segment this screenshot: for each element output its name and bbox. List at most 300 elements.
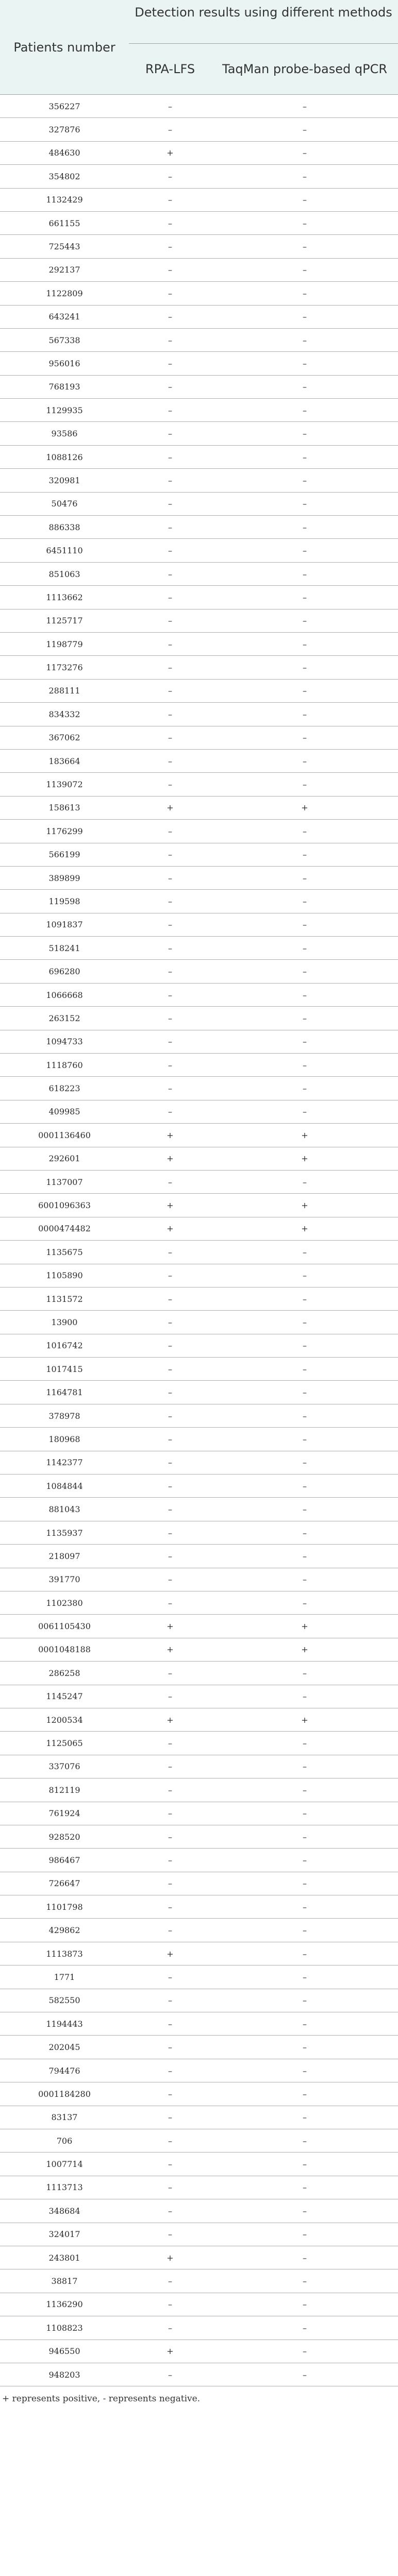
rpa-lfs-result-cell: – <box>129 539 211 562</box>
rpa-lfs-result-cell: – <box>129 1895 211 1919</box>
table-row <box>0 1475 398 1498</box>
table-row <box>0 141 398 164</box>
table-row <box>0 1007 398 1030</box>
table-row <box>0 539 398 562</box>
table-row <box>0 1170 398 1193</box>
rpa-lfs-result-cell: – <box>129 679 211 702</box>
patient-number-cell: 643241 <box>0 305 129 328</box>
table-row <box>0 2129 398 2152</box>
patient-number-cell: 6001096363 <box>0 1194 129 1217</box>
patient-number-cell: 0001048188 <box>0 1638 129 1661</box>
patient-number-cell: 794476 <box>0 2059 129 2082</box>
patient-number-cell: 389899 <box>0 866 129 889</box>
patient-number-cell: 409985 <box>0 1100 129 1123</box>
patient-number-cell: 6451110 <box>0 539 129 562</box>
qpcr-result-cell: – <box>211 1241 398 1264</box>
table-row <box>0 1615 398 1638</box>
patient-number-cell: 761924 <box>0 1802 129 1825</box>
rpa-lfs-result-cell: – <box>129 1802 211 1825</box>
qpcr-result-cell: – <box>211 2363 398 2386</box>
qpcr-result-cell: – <box>211 282 398 305</box>
table-row <box>0 516 398 539</box>
table-row <box>0 2176 398 2199</box>
qpcr-result-cell: – <box>211 2199 398 2223</box>
table-footnote: + represents positive, - represents negative. <box>2 2394 201 2404</box>
qpcr-result-cell: + <box>211 1708 398 1731</box>
patient-number-cell: 948203 <box>0 2363 129 2386</box>
patient-number-cell: 1017415 <box>0 1358 129 1381</box>
qpcr-result-cell: – <box>211 749 398 772</box>
qpcr-result-cell: – <box>211 2153 398 2176</box>
table-row <box>0 1942 398 1965</box>
qpcr-result-cell: – <box>211 399 398 422</box>
qpcr-result-cell: – <box>211 516 398 539</box>
qpcr-result-cell: – <box>211 2082 398 2106</box>
table-row <box>0 1521 398 1544</box>
patient-number-cell: 618223 <box>0 1077 129 1100</box>
qpcr-result-cell: – <box>211 2106 398 2129</box>
qpcr-result-cell: + <box>211 796 398 819</box>
qpcr-result-cell: – <box>211 1077 398 1100</box>
rpa-lfs-result-cell: – <box>129 820 211 843</box>
rpa-lfs-result-cell: – <box>129 352 211 375</box>
patient-number-cell: 348684 <box>0 2199 129 2223</box>
rpa-lfs-result-cell: – <box>129 1077 211 1100</box>
rpa-lfs-result-cell: – <box>129 1568 211 1591</box>
qpcr-result-cell: – <box>211 1358 398 1381</box>
patient-number-cell: 356227 <box>0 95 129 118</box>
table-row <box>0 1755 398 1778</box>
qpcr-result-cell: – <box>211 1802 398 1825</box>
rpa-lfs-header: RPA-LFS <box>129 44 211 95</box>
qpcr-result-cell: – <box>211 1591 398 1615</box>
rpa-lfs-result-cell: + <box>129 1217 211 1240</box>
qpcr-result-cell: – <box>211 1030 398 1053</box>
table-row <box>0 375 398 398</box>
patient-number-cell: 1129935 <box>0 399 129 422</box>
table-row <box>0 399 398 422</box>
patient-number-cell: 1137007 <box>0 1170 129 1193</box>
qpcr-result-cell: – <box>211 703 398 726</box>
rpa-lfs-result-cell: – <box>129 1755 211 1778</box>
qpcr-result-cell: – <box>211 1007 398 1030</box>
detection-results-group-header: Detection results using different methods <box>129 0 398 44</box>
rpa-lfs-result-cell: – <box>129 866 211 889</box>
patient-number-cell: 50476 <box>0 492 129 515</box>
patient-number-cell: 243801 <box>0 2246 129 2269</box>
table-row <box>0 1100 398 1123</box>
qpcr-result-cell: – <box>211 1498 398 1521</box>
patient-number-cell: 320981 <box>0 469 129 492</box>
table-row <box>0 2082 398 2106</box>
rpa-lfs-result-cell: – <box>129 258 211 281</box>
table-row <box>0 1872 398 1895</box>
table-row <box>0 118 398 141</box>
patient-number-cell: 1145247 <box>0 1685 129 1708</box>
patient-number-cell: 768193 <box>0 375 129 398</box>
patient-number-cell: 1118760 <box>0 1054 129 1077</box>
table-row <box>0 1241 398 1264</box>
table-row <box>0 1591 398 1615</box>
rpa-lfs-result-cell: – <box>129 1545 211 1568</box>
rpa-lfs-result-cell: – <box>129 2036 211 2059</box>
rpa-lfs-result-cell: – <box>129 1591 211 1615</box>
qpcr-result-cell: – <box>211 1311 398 1334</box>
qpcr-result-cell: – <box>211 1287 398 1310</box>
qpcr-result-cell: – <box>211 1521 398 1544</box>
table-row <box>0 562 398 585</box>
table-row <box>0 609 398 632</box>
rpa-lfs-result-cell: – <box>129 1428 211 1451</box>
table-row <box>0 282 398 305</box>
table-row <box>0 1919 398 1942</box>
qpcr-result-cell: – <box>211 2269 398 2293</box>
patient-number-cell: 1132429 <box>0 188 129 211</box>
qpcr-result-cell: – <box>211 95 398 118</box>
patient-number-cell: 1164781 <box>0 1381 129 1404</box>
rpa-lfs-result-cell: – <box>129 2129 211 2152</box>
patient-number-cell: 851063 <box>0 562 129 585</box>
table-row <box>0 95 398 118</box>
table-row <box>0 165 398 188</box>
patient-number-cell: 288111 <box>0 679 129 702</box>
table-row <box>0 1217 398 1240</box>
qpcr-result-cell: – <box>211 305 398 328</box>
qpcr-result-cell: – <box>211 1264 398 1287</box>
rpa-lfs-result-cell: – <box>129 235 211 258</box>
rpa-lfs-result-cell: + <box>129 1147 211 1170</box>
qpcr-result-cell: – <box>211 1451 398 1474</box>
table-row <box>0 1802 398 1825</box>
patient-number-cell: 1135675 <box>0 1241 129 1264</box>
table-row <box>0 1381 398 1404</box>
table-row <box>0 1662 398 1685</box>
patient-number-cell: 38817 <box>0 2269 129 2293</box>
rpa-lfs-result-cell: – <box>129 1030 211 1053</box>
rpa-lfs-result-cell: – <box>129 609 211 632</box>
patient-number-cell: 1084844 <box>0 1475 129 1498</box>
qpcr-result-cell: – <box>211 1334 398 1357</box>
rpa-lfs-result-cell: – <box>129 492 211 515</box>
table-row <box>0 2363 398 2386</box>
rpa-lfs-result-cell: – <box>129 1732 211 1755</box>
qpcr-result-cell: – <box>211 235 398 258</box>
table-row <box>0 2316 398 2340</box>
table-row <box>0 1965 398 1989</box>
patient-number-cell: 484630 <box>0 141 129 164</box>
rpa-lfs-result-cell: – <box>129 1170 211 1193</box>
rpa-lfs-result-cell: – <box>129 375 211 398</box>
rpa-lfs-result-cell: – <box>129 95 211 118</box>
table-row <box>0 679 398 702</box>
table-row <box>0 2223 398 2246</box>
patient-number-cell: 0001184280 <box>0 2082 129 2106</box>
qpcr-result-cell: – <box>211 2012 398 2036</box>
table-row <box>0 703 398 726</box>
patient-number-cell: 1091837 <box>0 913 129 936</box>
table-row <box>0 1568 398 1591</box>
patient-number-cell: 1105890 <box>0 1264 129 1287</box>
qpcr-result-cell: + <box>211 1194 398 1217</box>
patient-number-cell: 1139072 <box>0 773 129 796</box>
qpcr-result-cell: – <box>211 492 398 515</box>
qpcr-result-cell: – <box>211 609 398 632</box>
rpa-lfs-result-cell: – <box>129 1685 211 1708</box>
patient-number-cell: 1125717 <box>0 609 129 632</box>
rpa-lfs-result-cell: – <box>129 656 211 679</box>
qpcr-result-cell: – <box>211 165 398 188</box>
qpcr-result-cell: – <box>211 1475 398 1498</box>
rpa-lfs-result-cell: – <box>129 1778 211 1802</box>
patient-number-cell: 354802 <box>0 165 129 188</box>
rpa-lfs-result-cell: – <box>129 1404 211 1427</box>
patient-number-cell: 327876 <box>0 118 129 141</box>
rpa-lfs-result-cell: – <box>129 1919 211 1942</box>
patient-number-cell: 696280 <box>0 960 129 983</box>
table-row <box>0 749 398 772</box>
table-row <box>0 211 398 234</box>
qpcr-result-cell: – <box>211 2293 398 2316</box>
patient-number-cell: 928520 <box>0 1825 129 1848</box>
table-row <box>0 656 398 679</box>
patient-number-cell: 1108823 <box>0 2316 129 2340</box>
qpcr-result-cell: – <box>211 773 398 796</box>
qpcr-result-cell: – <box>211 539 398 562</box>
rpa-lfs-result-cell: – <box>129 211 211 234</box>
qpcr-result-cell: + <box>211 1147 398 1170</box>
rpa-lfs-result-cell: – <box>129 282 211 305</box>
rpa-lfs-result-cell: – <box>129 632 211 655</box>
table-row <box>0 1030 398 1053</box>
table-row <box>0 1404 398 1427</box>
qpcr-result-cell: – <box>211 843 398 866</box>
qpcr-result-cell: – <box>211 352 398 375</box>
patient-number-cell: 429862 <box>0 1919 129 1942</box>
qpcr-result-cell: – <box>211 1662 398 1685</box>
table-row <box>0 1194 398 1217</box>
table-row <box>0 1849 398 1872</box>
rpa-lfs-result-cell: + <box>129 1194 211 1217</box>
table-row <box>0 188 398 211</box>
table-row <box>0 2106 398 2129</box>
rpa-lfs-result-cell: – <box>129 586 211 609</box>
patient-number-cell: 292137 <box>0 258 129 281</box>
patient-number-cell: 119598 <box>0 890 129 913</box>
rpa-lfs-result-cell: – <box>129 1311 211 1334</box>
patient-number-cell: 946550 <box>0 2340 129 2363</box>
table-row <box>0 1451 398 1474</box>
qpcr-result-cell: – <box>211 1942 398 1965</box>
patient-number-cell: 1113713 <box>0 2176 129 2199</box>
qpcr-result-cell: – <box>211 820 398 843</box>
table-row <box>0 796 398 819</box>
rpa-lfs-result-cell: – <box>129 843 211 866</box>
table-row <box>0 1077 398 1100</box>
qpcr-result-cell: – <box>211 469 398 492</box>
table-row <box>0 820 398 843</box>
patient-number-cell: 881043 <box>0 1498 129 1521</box>
rpa-lfs-result-cell: – <box>129 1521 211 1544</box>
patient-number-cell: 661155 <box>0 211 129 234</box>
patient-number-cell: 378978 <box>0 1404 129 1427</box>
rpa-lfs-result-cell: – <box>129 749 211 772</box>
rpa-lfs-result-cell: + <box>129 1708 211 1731</box>
patients-number-header: Patients number <box>0 0 129 95</box>
table-row <box>0 1428 398 1451</box>
qpcr-result-cell: – <box>211 1825 398 1848</box>
table-row <box>0 1732 398 1755</box>
table-header <box>0 0 398 95</box>
patient-number-cell: 886338 <box>0 516 129 539</box>
patient-number-cell: 726647 <box>0 1872 129 1895</box>
qpcr-result-cell: – <box>211 188 398 211</box>
rpa-lfs-result-cell: – <box>129 2012 211 2036</box>
patient-number-cell: 0000474482 <box>0 1217 129 1240</box>
rpa-lfs-result-cell: – <box>129 2223 211 2246</box>
table-row <box>0 235 398 258</box>
patient-number-cell: 1198779 <box>0 632 129 655</box>
qpcr-result-cell: – <box>211 1732 398 1755</box>
rpa-lfs-result-cell: – <box>129 1498 211 1521</box>
table-row <box>0 1287 398 1310</box>
rpa-lfs-result-cell: – <box>129 913 211 936</box>
patient-number-cell: 582550 <box>0 1989 129 2012</box>
rpa-lfs-result-cell: – <box>129 1451 211 1474</box>
rpa-lfs-result-cell: – <box>129 1007 211 1030</box>
patient-number-cell: 834332 <box>0 703 129 726</box>
table-row <box>0 445 398 468</box>
patient-number-cell: 1131572 <box>0 1287 129 1310</box>
qpcr-result-cell: – <box>211 866 398 889</box>
patient-number-cell: 567338 <box>0 328 129 351</box>
qpcr-result-cell: – <box>211 2246 398 2269</box>
qpcr-result-cell: – <box>211 2129 398 2152</box>
qpcr-result-cell: – <box>211 1054 398 1077</box>
table-row <box>0 726 398 749</box>
qpcr-result-cell: – <box>211 1895 398 1919</box>
table-row <box>0 1124 398 1147</box>
table-row <box>0 2246 398 2269</box>
patient-number-cell: 1016742 <box>0 1334 129 1357</box>
table-body <box>0 95 398 2386</box>
table-row <box>0 352 398 375</box>
rpa-lfs-result-cell: – <box>129 399 211 422</box>
patient-number-cell: 1007714 <box>0 2153 129 2176</box>
rpa-lfs-result-cell: + <box>129 1638 211 1661</box>
table-row <box>0 1638 398 1661</box>
rpa-lfs-result-cell: – <box>129 2316 211 2340</box>
table-row <box>0 1334 398 1357</box>
qpcr-result-cell: – <box>211 2223 398 2246</box>
rpa-lfs-result-cell: – <box>129 188 211 211</box>
patient-number-cell: 986467 <box>0 1849 129 1872</box>
rpa-lfs-result-cell: – <box>129 2199 211 2223</box>
table-row <box>0 913 398 936</box>
rpa-lfs-result-cell: – <box>129 469 211 492</box>
rpa-lfs-result-cell: – <box>129 1825 211 1848</box>
table-row <box>0 492 398 515</box>
patient-number-cell: 391770 <box>0 1568 129 1591</box>
patient-number-cell: 1066668 <box>0 983 129 1006</box>
qpcr-result-cell: – <box>211 1989 398 2012</box>
table-row <box>0 1825 398 1848</box>
qpcr-result-cell: – <box>211 1170 398 1193</box>
rpa-lfs-result-cell: + <box>129 2246 211 2269</box>
qpcr-result-cell: – <box>211 1872 398 1895</box>
patient-number-cell: 83137 <box>0 2106 129 2129</box>
qpcr-result-cell: – <box>211 2059 398 2082</box>
table-row <box>0 1264 398 1287</box>
rpa-lfs-result-cell: – <box>129 445 211 468</box>
patient-number-cell: 518241 <box>0 937 129 960</box>
rpa-lfs-result-cell: + <box>129 2340 211 2363</box>
patient-number-cell: 93586 <box>0 422 129 445</box>
rpa-lfs-result-cell: – <box>129 1475 211 1498</box>
qpcr-result-cell: – <box>211 141 398 164</box>
patient-number-cell: 1142377 <box>0 1451 129 1474</box>
patient-number-cell: 1125065 <box>0 1732 129 1755</box>
rpa-lfs-result-cell: + <box>129 1942 211 1965</box>
table-row <box>0 1895 398 1919</box>
rpa-lfs-result-cell: – <box>129 1849 211 1872</box>
rpa-lfs-result-cell: – <box>129 2293 211 2316</box>
qpcr-result-cell: – <box>211 1545 398 1568</box>
qpcr-result-cell: + <box>211 1638 398 1661</box>
rpa-lfs-result-cell: + <box>129 141 211 164</box>
rpa-lfs-result-cell: – <box>129 1054 211 1077</box>
table-row <box>0 586 398 609</box>
table-row <box>0 422 398 445</box>
table-row <box>0 773 398 796</box>
table-row <box>0 1358 398 1381</box>
rpa-lfs-result-cell: – <box>129 328 211 351</box>
qpcr-result-cell: – <box>211 632 398 655</box>
table-row <box>0 983 398 1006</box>
rpa-lfs-result-cell: – <box>129 2176 211 2199</box>
qpcr-result-cell: – <box>211 656 398 679</box>
rpa-lfs-result-cell: – <box>129 516 211 539</box>
qpcr-result-cell: – <box>211 1381 398 1404</box>
qpcr-result-cell: – <box>211 445 398 468</box>
table-row <box>0 2199 398 2223</box>
patient-number-cell: 956016 <box>0 352 129 375</box>
table-row <box>0 258 398 281</box>
rpa-lfs-result-cell: – <box>129 305 211 328</box>
table-row <box>0 1147 398 1170</box>
table-row <box>0 1545 398 1568</box>
table-row <box>0 960 398 983</box>
rpa-lfs-result-cell: – <box>129 422 211 445</box>
rpa-lfs-result-cell: + <box>129 1615 211 1638</box>
table-row <box>0 843 398 866</box>
qpcr-result-cell: – <box>211 562 398 585</box>
rpa-lfs-result-cell: – <box>129 1965 211 1989</box>
patient-number-cell: 0001136460 <box>0 1124 129 1147</box>
table-row <box>0 1708 398 1731</box>
patient-number-cell: 1194443 <box>0 2012 129 2036</box>
rpa-lfs-result-cell: + <box>129 1124 211 1147</box>
table-row <box>0 2012 398 2036</box>
qpcr-result-cell: – <box>211 258 398 281</box>
rpa-lfs-result-cell: – <box>129 983 211 1006</box>
qpcr-result-cell: – <box>211 422 398 445</box>
rpa-lfs-result-cell: – <box>129 960 211 983</box>
patient-number-cell: 1176299 <box>0 820 129 843</box>
rpa-lfs-result-cell: – <box>129 2363 211 2386</box>
table-row <box>0 1311 398 1334</box>
qpcr-result-cell: – <box>211 1428 398 1451</box>
qpcr-result-cell: + <box>211 1124 398 1147</box>
